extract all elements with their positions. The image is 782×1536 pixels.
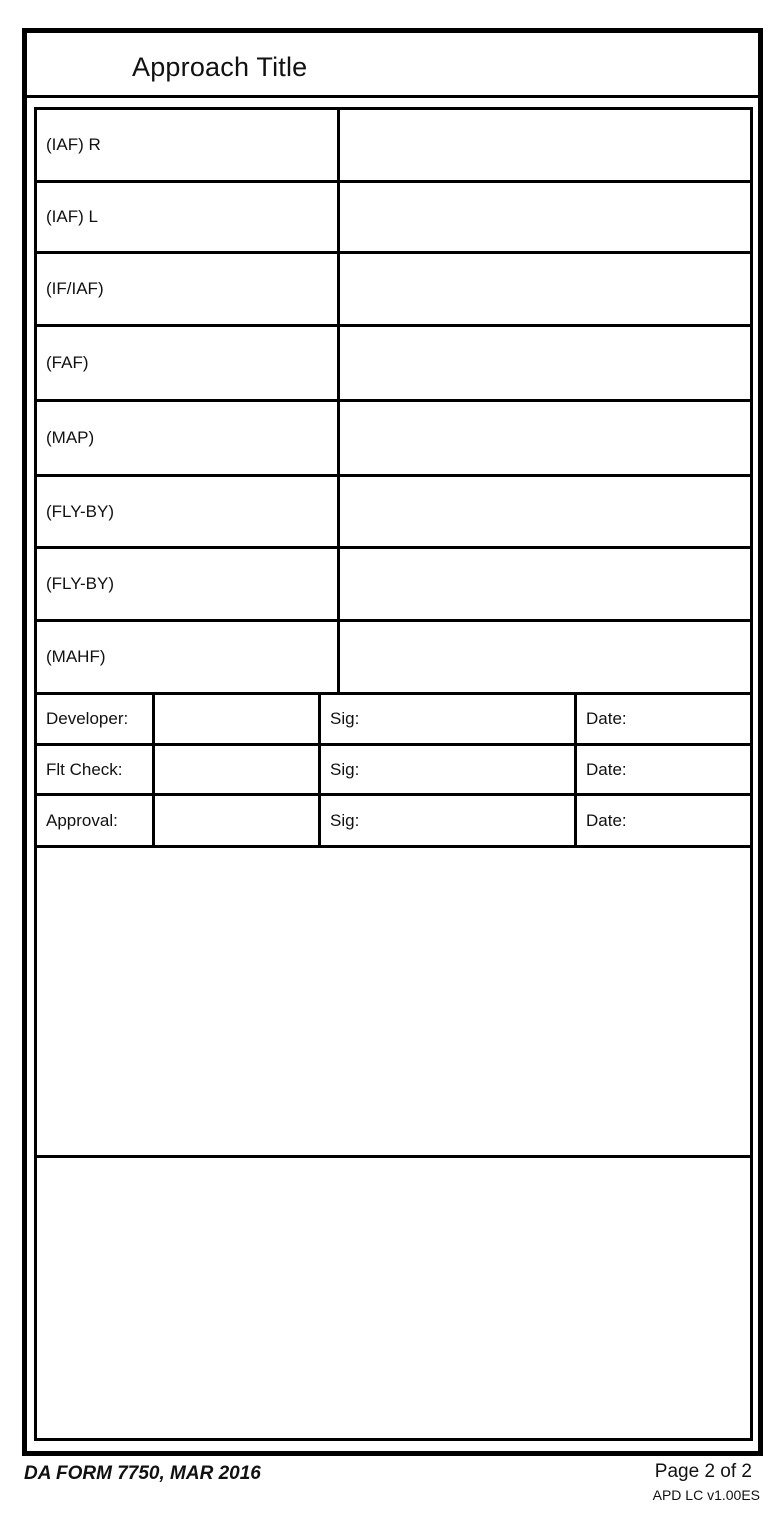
date-field[interactable]: Date:: [574, 695, 750, 743]
fix-value-field[interactable]: [337, 549, 750, 619]
fix-row: [37, 110, 750, 183]
signature-field[interactable]: Sig:: [318, 796, 576, 845]
date-field[interactable]: Date:: [574, 746, 750, 793]
fix-row: [37, 402, 750, 477]
form-title: Approach Title: [132, 52, 308, 82]
fix-label: (FLY-BY): [46, 501, 115, 521]
name-field[interactable]: [152, 796, 319, 845]
fix-row: [37, 183, 750, 254]
fix-value-field[interactable]: [337, 327, 750, 399]
fix-value-field[interactable]: [337, 254, 750, 324]
form-identifier: DA FORM 7750, MAR 2016: [24, 1463, 261, 1484]
fix-label: (IAF) R: [46, 135, 101, 154]
fix-row: [37, 254, 750, 327]
fix-value-field[interactable]: [337, 110, 750, 180]
signature-row: [37, 796, 750, 848]
fix-label: (FAF): [46, 353, 89, 372]
title-bar: [27, 33, 758, 98]
fix-label: (IAF) L: [46, 207, 98, 226]
signature-field[interactable]: Sig:: [318, 746, 576, 793]
fix-value-field[interactable]: [337, 183, 750, 251]
fix-label: (MAHF): [46, 647, 106, 666]
fix-value-field[interactable]: [337, 402, 750, 474]
fix-value-field[interactable]: [337, 477, 750, 546]
signature-field[interactable]: Sig:: [318, 695, 576, 743]
notes-area-lower[interactable]: [37, 1158, 750, 1438]
version-label: APD LC v1.00ES: [652, 1487, 760, 1503]
date-field[interactable]: Date:: [574, 796, 750, 845]
fix-row: [37, 622, 750, 695]
role-label: Approval:: [46, 810, 118, 830]
name-field[interactable]: [152, 746, 319, 793]
fix-value-field[interactable]: [337, 622, 750, 692]
signature-row: [37, 746, 750, 796]
fix-label: (IF/IAF): [46, 279, 104, 298]
signature-row: [37, 695, 750, 746]
form-body: [34, 107, 753, 1441]
role-label: Developer:: [46, 709, 129, 728]
fix-row: [37, 327, 750, 402]
fix-label: (MAP): [46, 428, 95, 447]
fix-row: [37, 549, 750, 622]
fix-label: (FLY-BY): [46, 574, 115, 593]
page-number: Page 2 of 2: [654, 1461, 752, 1482]
role-label: Flt Check:: [46, 759, 123, 779]
name-field[interactable]: [152, 695, 319, 743]
notes-area-upper[interactable]: [37, 848, 750, 1158]
fix-row: [37, 477, 750, 549]
